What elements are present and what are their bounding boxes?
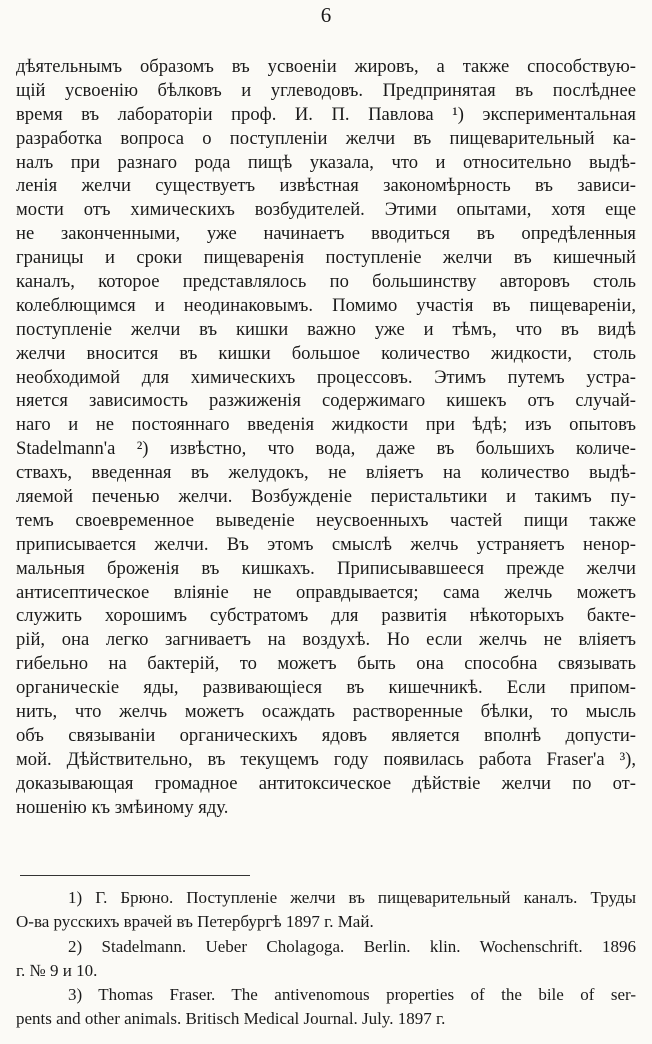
- footnote-3-cont: pents and other animals. Britisch Medical Journal. July. 1897 г.: [16, 1009, 446, 1029]
- footnote-1-cont: О-ва русскихъ врачей въ Петербургѣ 1897 г. Май.: [16, 912, 374, 932]
- page-number: 6: [320, 3, 332, 27]
- footnote-separator: [20, 875, 250, 876]
- footnote-2: 2) Stadelmann. Ueber Cholagoga. Berlin. klin. Wochenschrift. 1896: [68, 936, 636, 956]
- body-line: мальныя броженія въ кишкахъ. Приписывавшееся прежде желчи: [16, 557, 636, 579]
- body-line: разработка вопроса о поступленіи желчи въ пищеварительный ка-: [16, 127, 636, 149]
- footnote-3: 3) Thomas Fraser. The antivenomous properties of the bile of ser-: [68, 985, 636, 1005]
- body-line: налъ при разнаго рода пищѣ указала, что и относительно выдѣ-: [16, 151, 636, 173]
- footnote-2-cont: г. № 9 и 10.: [16, 960, 98, 980]
- footnotes: [16, 886, 636, 1032]
- body-line: мости отъ химическихъ возбудителей. Этими опытами, хотя еще: [16, 199, 636, 221]
- body-line: время въ лабораторіи проф. И. П. Павлова ¹) экспериментальная: [16, 103, 636, 125]
- body-line: рій, она легко загниваетъ на воздухѣ. Но если желчь не вліяетъ: [16, 629, 636, 651]
- body-line: наго и не постояннаго введенія жидкости при ѣдѣ; изъ опытовъ: [16, 414, 636, 436]
- body-line: ношенію къ змѣиному яду.: [16, 796, 229, 818]
- body-line: няется зависимость разжиженія содержимаго кишекъ отъ случай-: [16, 390, 636, 412]
- body-line: Stadelmann'a ²) извѣстно, что вода, даже въ большихъ количе-: [16, 438, 636, 460]
- body-text: [16, 55, 636, 820]
- body-line: служить хорошимъ субстратомъ для развитія нѣкоторыхъ бакте-: [16, 605, 636, 627]
- body-line: антисептическое вліяніе не оправдывается; сама желчь можетъ: [16, 581, 636, 603]
- body-line: колеблющимся и неодинаковымъ. Помимо участія въ пищевареніи,: [16, 294, 636, 316]
- body-line: ствахъ, введенная въ желудокъ, не вліяетъ на количество выдѣ-: [16, 462, 636, 484]
- body-line: необходимой для химическихъ процессовъ. Этимъ путемъ устра-: [16, 366, 636, 388]
- body-line: не законченными, уже начинаетъ вводиться въ опредѣленныя: [16, 223, 636, 245]
- body-line: поступленіе желчи въ кишки важно уже и тѣмъ, что въ видѣ: [16, 318, 636, 340]
- body-line: темъ своевременное выведеніе неусвоенныхъ частей пищи также: [16, 509, 636, 531]
- body-line: дѣятельнымъ образомъ въ усвоеніи жировъ, а также способствую-: [16, 56, 636, 77]
- body-line: желчи вносится въ кишки большое количество жидкости, столь: [16, 342, 636, 364]
- body-line: органическіе яды, развивающіеся въ кишечникѣ. Если припом-: [16, 677, 636, 699]
- body-line: мой. Дѣйствительно, въ текущемъ году появилась работа Fraser'a ³),: [16, 748, 636, 770]
- body-line: доказывающая громадное антитоксическое дѣйствіе желчи по от-: [16, 772, 636, 794]
- body-line: нить, что желчь можетъ осаждать растворенные бѣлки, то мысль: [16, 701, 636, 723]
- footnote-1: 1) Г. Брюно. Поступленіе желчи въ пищеварительный каналъ. Труды: [68, 888, 636, 907]
- body-line: приписывается желчи. Въ этомъ смыслѣ желчь устраняетъ ненор-: [16, 533, 636, 555]
- body-line: объ связываніи органическихъ ядовъ является вполнѣ допусти-: [16, 724, 636, 746]
- body-line: границы и сроки пищеваренія поступленіе желчи въ кишечный: [16, 247, 636, 269]
- body-line: ленія желчи существуетъ извѣстная закономѣрность въ зависи-: [16, 175, 636, 197]
- body-line: гибельно на бактерій, то можетъ быть она способна связывать: [16, 653, 636, 675]
- body-line: ляемой печенью желчи. Возбужденіе перистальтики и такимъ пу-: [16, 486, 636, 508]
- body-line: щій усвоенію бѣлковъ и углеводовъ. Предпринятая въ послѣднее: [16, 79, 636, 101]
- body-line: каналъ, которое представлялось по большинству авторовъ столь: [16, 271, 636, 293]
